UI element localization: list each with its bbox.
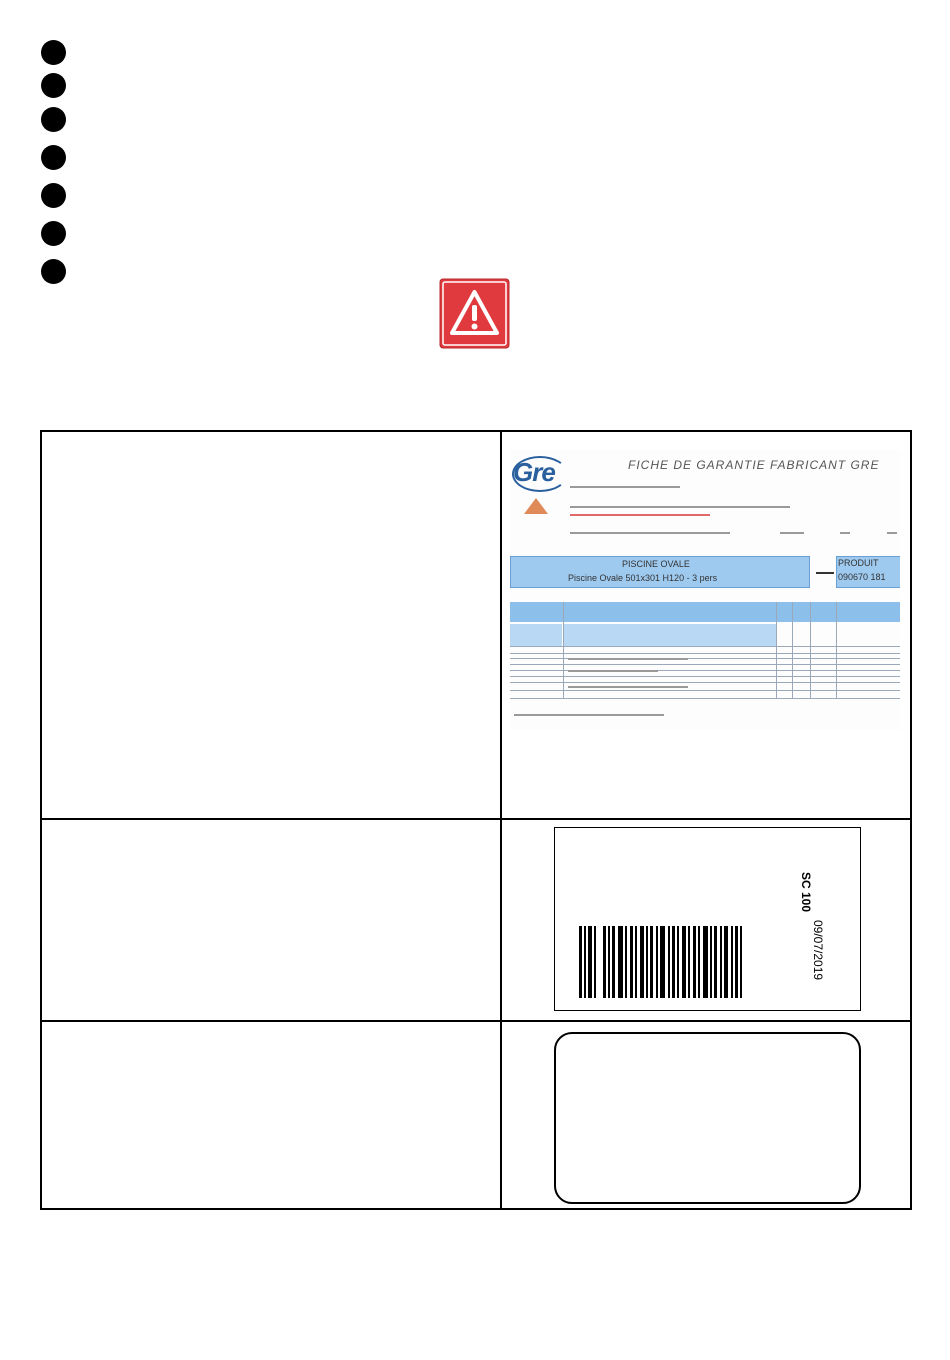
brand-logo: Gre [513,457,555,487]
bullet [41,73,66,98]
warning-triangle-icon [439,278,510,349]
description-cell [42,820,502,1020]
barcode [579,926,742,998]
label-date: 09/07/2019 [811,920,825,981]
bullet [41,107,66,132]
barcode-label [554,827,861,1011]
product-line-2: 090670 181 [838,572,886,582]
warning-icon [524,498,548,514]
bullet [41,221,66,246]
form-title: FICHE DE GARANTIE FABRICANT GRE [628,458,880,472]
document-table [40,430,912,1210]
image-cell [502,432,910,818]
description-cell [42,432,502,818]
table-row [42,432,910,820]
model-line-2: Piscine Ovale 501x301 H120 - 3 pers [568,573,718,583]
model-line-1: PISCINE OVALE [622,559,690,569]
blank-label [554,1032,861,1204]
form-table-header [510,602,900,622]
description-cell [42,1022,502,1208]
bullet [41,40,66,65]
bullet [41,259,66,284]
product-line-1: PRODUIT [838,558,879,568]
table-row [42,820,910,1022]
table-row [42,1022,910,1208]
warranty-form-image [510,450,900,730]
label-code: SC 100 [799,872,813,913]
bullet [41,183,66,208]
bullet [41,145,66,170]
image-cell [502,1022,910,1208]
image-cell [502,820,910,1020]
